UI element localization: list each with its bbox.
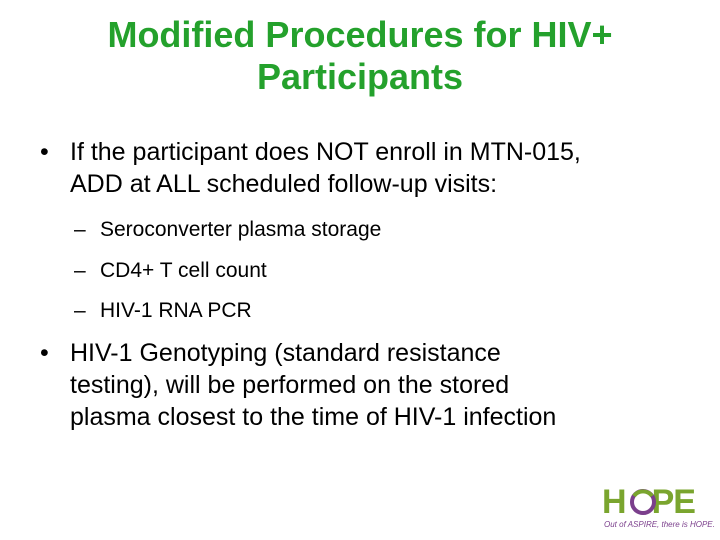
sub-bullet-marker: – xyxy=(74,218,86,241)
logo-tagline: Out of ASPIRE, there is HOPE. xyxy=(604,520,715,529)
bullet-text-line: If the participant does NOT enroll in MTN-015, xyxy=(70,138,581,166)
slide-title-line-2: Participants xyxy=(256,56,464,97)
logo-letters-pe: PE xyxy=(651,483,695,521)
sub-bullet-text: Seroconverter plasma storage xyxy=(100,218,382,241)
bullet-marker: • xyxy=(40,339,49,367)
slide-title-line-1: Modified Procedures for HIV+ xyxy=(107,14,613,55)
bullet-text-line: HIV-1 Genotyping (standard resistance xyxy=(70,339,501,367)
bullet-text-line: plasma closest to the time of HIV-1 infection xyxy=(70,403,557,431)
bullet-text xyxy=(70,136,680,200)
hope-ring-icon xyxy=(628,487,658,517)
bullet-marker: • xyxy=(40,138,49,166)
sub-bullet-marker: – xyxy=(74,299,86,322)
bullet-text xyxy=(70,337,680,433)
hope-logo xyxy=(602,484,714,532)
sub-bullet-text: HIV-1 RNA PCR xyxy=(100,299,252,322)
bullet-text-line: testing), will be performed on the stored xyxy=(70,371,510,399)
sub-bullet-text: CD4+ T cell count xyxy=(100,259,267,282)
bullet-text-line: ADD at ALL scheduled follow-up visits: xyxy=(70,170,498,198)
logo-letter-h: H xyxy=(602,483,626,521)
sub-bullet-marker: – xyxy=(74,259,86,282)
